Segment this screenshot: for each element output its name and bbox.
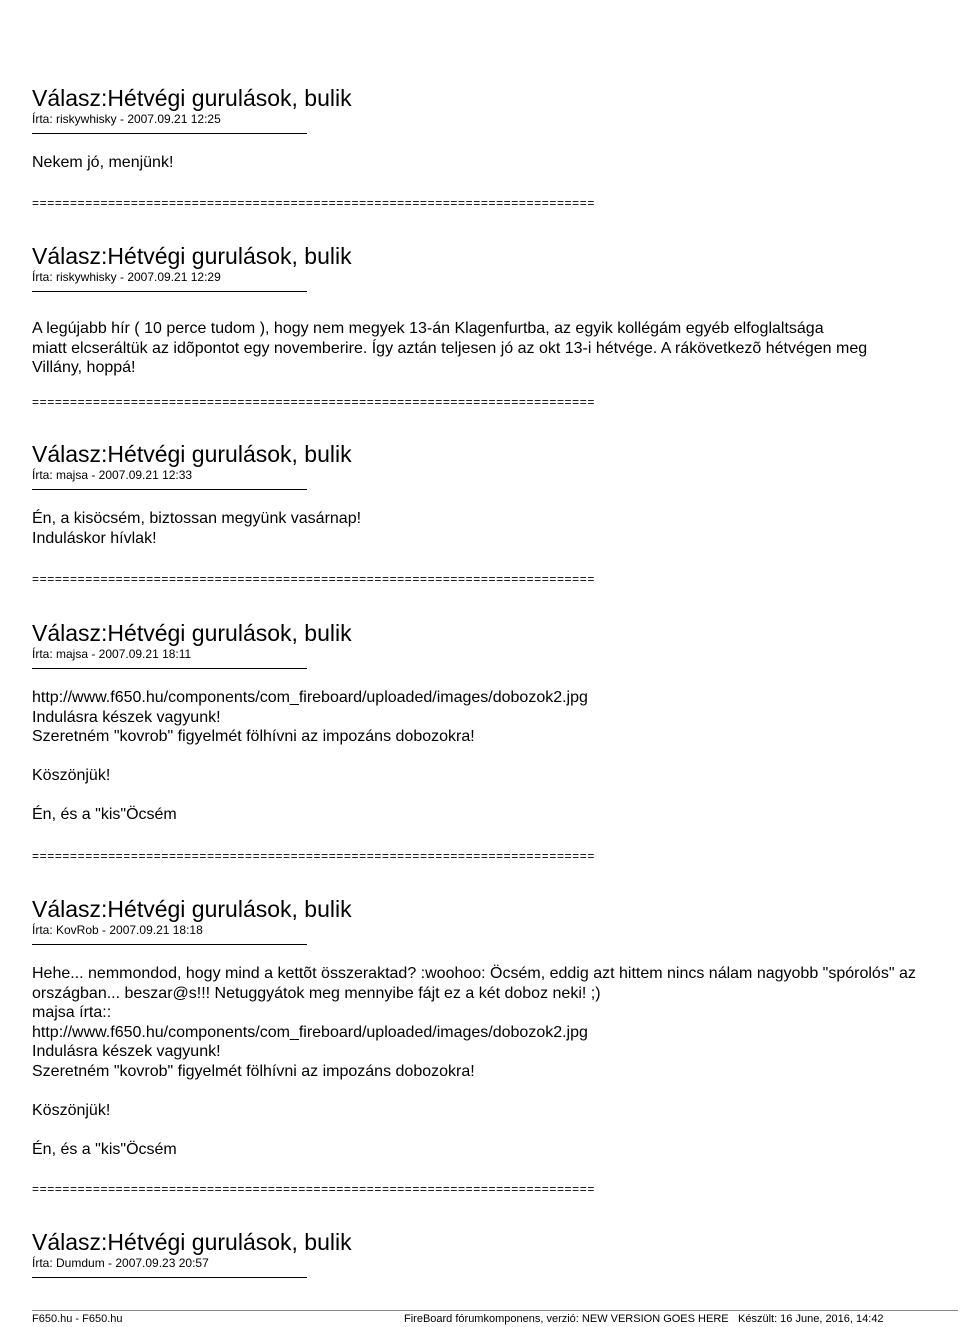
body-line: Köszönjük! <box>32 767 111 784</box>
separator: ========================================================================== <box>32 395 595 409</box>
footer-component: FireBoard fórumkomponens, verzió: NEW VERSION GOES HERE <box>404 1313 729 1325</box>
separator: ========================================================================== <box>32 196 595 210</box>
post-title: Válasz:Hétvégi gurulások, bulik <box>32 896 352 922</box>
separator: ========================================================================== <box>32 572 595 586</box>
separator: ========================================================================== <box>32 1182 595 1196</box>
body-line: Induláskor hívlak! <box>32 529 157 547</box>
post-body <box>32 509 958 548</box>
post-title: Válasz:Hétvégi gurulások, bulik <box>32 85 352 111</box>
body-line: Hehe... nemmondod, hogy mind a kettõt összeraktad? :woohoo: Öcsém, eddig azt hittem nincs nálam nagyobb "spórolós" az <box>32 965 916 982</box>
title-rule <box>32 668 307 669</box>
post <box>32 1228 958 1278</box>
title-rule <box>32 1277 307 1278</box>
post-title: Válasz:Hétvégi gurulások, bulik <box>32 441 352 467</box>
post-title: Válasz:Hétvégi gurulások, bulik <box>32 1229 352 1255</box>
footer-site: F650.hu - F650.hu <box>32 1313 123 1325</box>
post <box>32 84 958 173</box>
post-body <box>32 153 958 173</box>
body-line: Indulásra készek vagyunk! <box>32 1043 221 1060</box>
post-meta: Írta: majsa - 2007.09.21 12:33 <box>32 468 193 482</box>
post-meta: Írta: majsa - 2007.09.21 18:11 <box>32 647 192 661</box>
body-line: Szeretném "kovrob" figyelmét fölhívni az impozáns dobozokra! <box>32 1062 475 1080</box>
title-rule <box>32 944 307 945</box>
footer-generated: Készült: 16 June, 2016, 14:42 <box>738 1313 884 1325</box>
separator: ========================================================================== <box>32 849 595 863</box>
body-line: miatt elcseráltük az idõpontot egy novemberire. Így aztán teljesen jó az okt 13-i hétvége. A rákövetkezõ hétvégen meg <box>32 339 868 357</box>
post-body <box>32 688 958 825</box>
post-meta: Írta: riskywhisky - 2007.09.21 12:25 <box>32 112 221 126</box>
body-line: Villány, hoppá! <box>32 359 136 376</box>
body-line: Nekem jó, menjünk! <box>32 154 174 171</box>
post <box>32 440 958 548</box>
body-line: majsa írta:: <box>32 1004 112 1021</box>
title-rule <box>32 133 307 134</box>
body-line: Indulásra készek vagyunk! <box>32 708 221 726</box>
body-line: Én, és a "kis"Öcsém <box>32 806 177 823</box>
post-meta: Írta: riskywhisky - 2007.09.21 12:29 <box>32 270 221 284</box>
footer-rule <box>32 1310 958 1311</box>
post-title: Válasz:Hétvégi gurulások, bulik <box>32 243 352 269</box>
post <box>32 895 958 1159</box>
body-line: Én, és a "kis"Öcsém <box>32 1140 177 1158</box>
link-text[interactable]: http://www.f650.hu/components/com_fireboard/uploaded/images/dobozok2.jpg <box>32 689 588 706</box>
post-body <box>32 964 958 1159</box>
body-line: Szeretném "kovrob" figyelmét fölhívni az impozáns dobozokra! <box>32 728 475 745</box>
title-rule <box>32 489 307 490</box>
body-line: A legújabb hír ( 10 perce tudom ), hogy nem megyek 13-án Klagenfurtba, az egyik kollégám egyéb elfoglaltsága <box>32 320 824 337</box>
link-text[interactable]: http://www.f650.hu/components/com_fireboard/uploaded/images/dobozok2.jpg <box>32 1023 588 1041</box>
post-meta: Írta: KovRob - 2007.09.21 18:18 <box>32 923 203 937</box>
body-line: országban... beszar@s!!! Netuggyátok meg mennyibe fájt ez a két doboz neki! ;) <box>32 984 601 1002</box>
post <box>32 619 958 825</box>
post-body <box>32 319 958 378</box>
title-rule <box>32 291 307 292</box>
post-meta: Írta: Dumdum - 2007.09.23 20:57 <box>32 1256 209 1270</box>
post-title: Válasz:Hétvégi gurulások, bulik <box>32 620 352 646</box>
body-line: Én, a kisöcsém, biztossan megyünk vasárnap! <box>32 510 362 527</box>
post <box>32 242 958 378</box>
body-line: Köszönjük! <box>32 1101 111 1119</box>
